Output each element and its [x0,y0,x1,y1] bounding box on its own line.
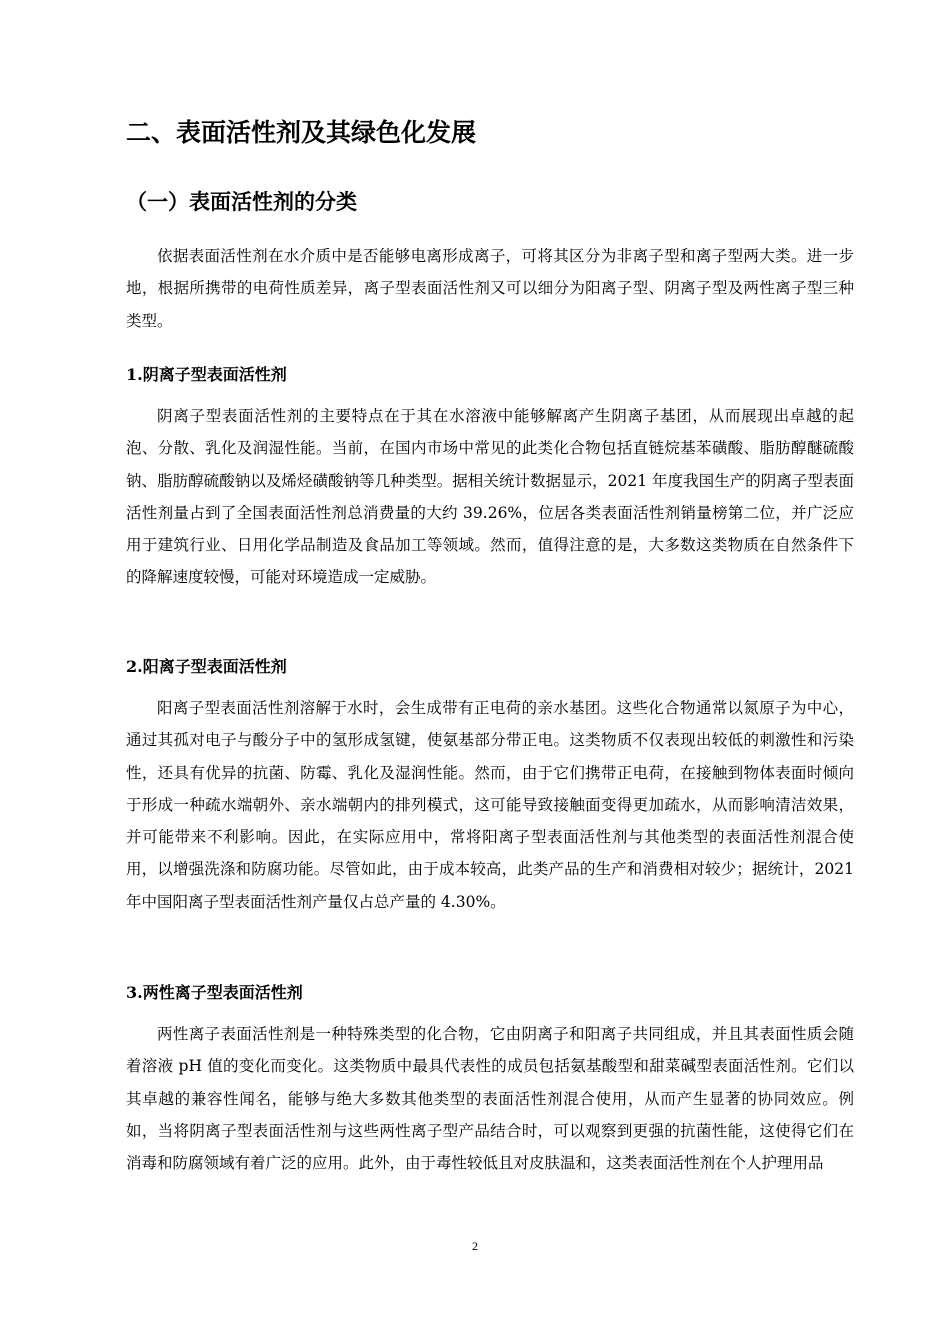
section-title: （一）表面活性剂的分类 [126,190,357,214]
paragraph-amphoteric: 两性离子表面活性剂是一种特殊类型的化合物，它由阴离子和阳离子共同组成，并且其表面性质会随着溶液 pH 值的变化而变化。这类物质中最具代表性的成员包括氨基酸型和甜菜碱型表面活性剂。它们以其卓越的兼容性闻名，能够与绝大多数其他类型的表面活性剂混合使用，从而产生显著的协同效应。例如，当将阴离子型表面活性剂与这些两性离子型产品结合时，可以观察到更强的抗菌性能，这使得它们在消毒和防腐领域有着广泛的应用。此外，由于毒性较低且对皮肤温和，这类表面活性剂在个人护理用品 [126,1025,854,1173]
subsection-title-anionic: 1.阴离子型表面活性剂 [126,365,287,384]
paragraph-cationic: 阳离子型表面活性剂溶解于水时，会生成带有正电荷的亲水基团。这些化合物通常以氮原子为中心，通过其孤对电子与酸分子中的氢形成氢键，使氨基部分带正电。这类物质不仅表现出较低的刺激性和污染性，还具有优异的抗菌、防霉、乳化及湿润性能。然而，由于它们携带正电荷，在接触到物体表面时倾向于形成一种疏水端朝外、亲水端朝内的排列模式，这可能导致接触面变得更加疏水，从而影响清洁效果，并可能带来不利影响。因此，在实际应用中，常将阳离子型表面活性剂与其他类型的表面活性剂混合使用，以增强洗涤和防腐功能。尽管如此，由于成本较高，此类产品的生产和消费相对较少；据统计，2021 年中国阳离子型表面活性剂产量仅占总产量的 4.30%。 [126,699,854,911]
intro-paragraph: 依据表面活性剂在水介质中是否能够电离形成离子，可将其区分为非离子型和离子型两大类。进一步地，根据所携带的电荷性质差异，离子型表面活性剂又可以细分为阳离子型、阴离子型及两性离子型三种类型。 [126,247,854,330]
chapter-title: 二、表面活性剂及其绿色化发展 [126,118,477,147]
page-number: 2 [472,1239,478,1253]
subsection-title-amphoteric: 3.两性离子型表面活性剂 [126,983,303,1002]
paragraph-anionic: 阴离子型表面活性剂的主要特点在于其在水溶液中能够解离产生阴离子基团，从而展现出卓越的起泡、分散、乳化及润湿性能。当前，在国内市场中常见的此类化合物包括直链烷基苯磺酸、脂肪醇醚硫酸钠、脂肪醇硫酸钠以及烯烃磺酸钠等几种类型。据相关统计数据显示，2021 年度我国生产的阴离子型表面活性剂量占到了全国表面活性剂总消费量的大约 39.26%，位居各类表面活性剂销量榜第二位，并广泛应用于建筑行业、日用化学品制造及食品加工等领域。然而，值得注意的是，大多数这类物质在自然条件下的降解速度较慢，可能对环境造成一定威胁。 [126,407,854,587]
subsection-title-cationic: 2.阳离子型表面活性剂 [126,657,287,676]
